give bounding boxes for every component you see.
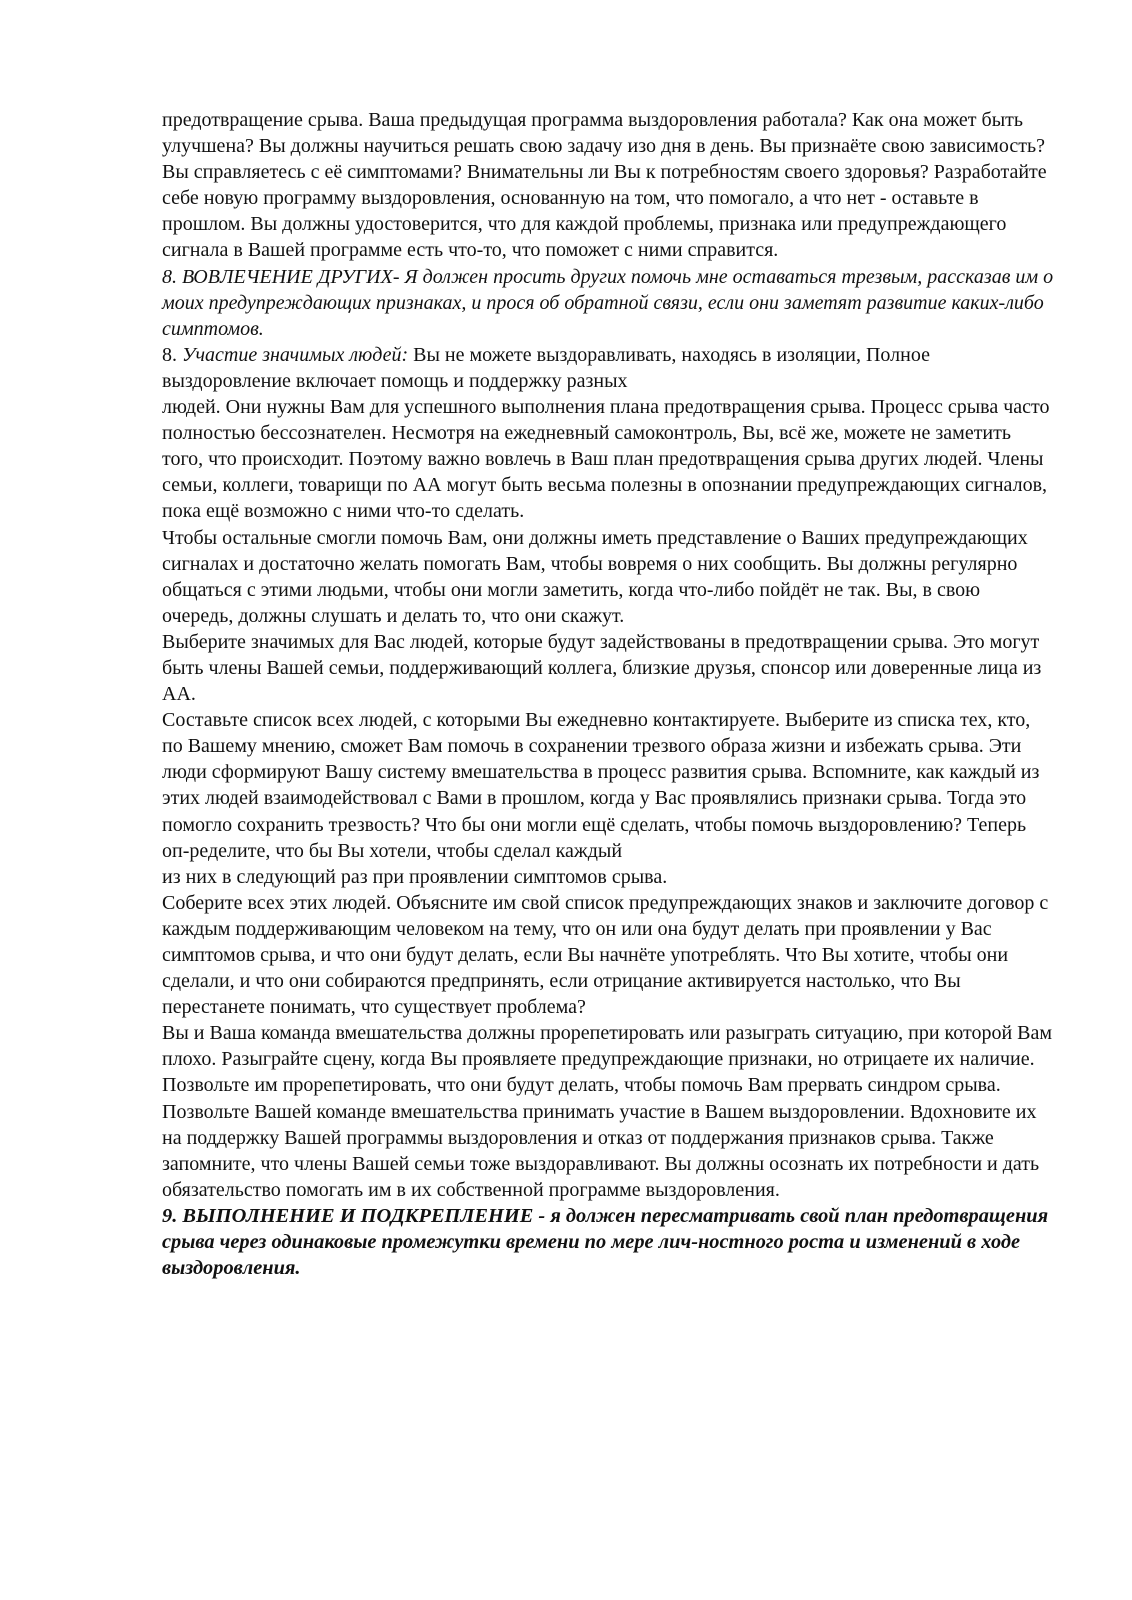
section-8-summary: 8. ВОВЛЕЧЕНИЕ ДРУГИХ- Я должен просить других помочь мне оставаться трезвым, рассказав им о моих предупреждающих признаках, и прося об обратной связи, если они заметят развитие каких-либо симптомов.: [162, 265, 1054, 340]
paragraph-next-time: из них в следующий раз при проявлении симптомов срыва.: [162, 865, 668, 888]
section-9-text: я должен пересматривать свой план предотвращения срыва через одинаковые промежутки времени по мере лич-ностного роста и изменений в ходе выздоровления.: [162, 1204, 1049, 1280]
paragraph-make-list: Составьте список всех людей, с которыми Вы ежедневно контактируете. Выберите из списка тех, кто, по Вашему мнению, сможет Вам помочь в сохранении трезвого образа жизни и избежать срыва. Эти люди сформируют Вашу систему вмешательства в процесс развития срыва. Вспомните, как каждый из этих людей взаимодействовал с Вами в прошлом, когда у Вас проявлялись признаки срыва. Тогда это помогло сохранить трезвость? Что бы они могли ещё сделать, чтобы помочь выздоровлению? Теперь оп-ределите, что бы Вы хотели, чтобы сделал каждый: [162, 709, 1040, 862]
section-8-heading: Участие значимых людей:: [182, 343, 409, 366]
paragraph-choose-people: Выберите значимых для Вас людей, которые будут задействованы в предотвращении срыва. Это могут быть члены Вашей семьи, поддерживающий коллега, близкие друзья, спонсор или доверенные лица из АА.: [162, 630, 1042, 706]
paragraph-previous-program: предотвращение срыва. Ваша предыдущая программа выздоровления работала? Как она может быть улучшена? Вы должны научиться решать свою задачу изо дня в день. Вы признаёте свою зависимость? Вы справляетесь с её симптомами? Внимательны ли Вы к потребностям своего здоровья? Разработайте себе новую программу выздоровления, основанную на том, что помогало, а что нет - оставьте в прошлом. Вы должны удостоверится, что для каждой проблемы, признака или предупреждающего сигнала в Вашей программе есть что-то, что поможет с ними справится.: [162, 109, 1047, 262]
section-9-heading: [162, 1203, 1054, 1281]
paragraph-others-help: Чтобы остальные смогли помочь Вам, они должны иметь представление о Ваших предупреждающих сигналах и достаточно желать помогать Вам, чтобы вовремя о них сообщить. Вы должны регулярно общаться с этими людьми, чтобы они могли заметить, когда что-либо пойдёт не так. Вы, в свою очередь, должны слушать и делать то, что они скажут.: [162, 526, 1028, 627]
section-9-title: 9. ВЫПОЛНЕНИЕ И ПОДКРЕПЛЕНИЕ -: [162, 1204, 551, 1227]
section-8-intro: [162, 342, 1054, 394]
section-8-intro-text: Вы не можете выздоравливать, находясь в изоляции, Полное выздоровление включает помощь и поддержку разных: [162, 343, 930, 392]
paragraph-people-needed: людей. Они нужны Вам для успешного выполнения плана предотвращения срыва. Процесс срыва часто полностью бессознателен. Несмотря на ежедневный самоконтроль, Вы, всё же, можете не заметить того, что происходит. Поэтому важно вовлечь в Ваш план предотвращения срыва других людей. Члены семьи, коллеги, товарищи по АА могут быть весьма полезны в опознании предупреждающих сигналов, пока ещё возможно с ними что-то сделать.: [162, 396, 1050, 523]
section-8-number: 8.: [162, 343, 182, 366]
paragraph-gather-people: Соберите всех этих людей. Объясните им свой список предупреждающих знаков и заключите договор с каждым поддерживающим человеком на тему, что он или она будут делать при проявлении у Вас симптомов срыва, и что они будут делать, если Вы начнёте употреблять. Что Вы хотите, чтобы они сделали, и что они собираются предпринять, если отрицание активируется настолько, что Вы перестанете понимать, что существует проблема?: [162, 891, 1049, 1019]
document-page: [162, 107, 1054, 1281]
paragraph-rehearse: Вы и Ваша команда вмешательства должны прорепетировать или разыграть ситуацию, при которой Вам плохо. Разыграйте сцену, когда Вы проявляете предупреждающие признаки, но отрицаете их наличие. Позвольте им прорепетировать, что они будут делать, чтобы помочь Вам прервать синдром срыва.: [162, 1022, 1053, 1097]
paragraph-team-participation: Позвольте Вашей команде вмешательства принимать участие в Вашем выздоровлении. Вдохновите их на поддержку Вашей программы выздоровления и отказ от поддержания признаков срыва. Также запомните, что члены Вашей семьи тоже выздоравливают. Вы должны осознать их потребности и дать обязательство помогать им в их собственной программе выздоровления.: [162, 1100, 1040, 1201]
